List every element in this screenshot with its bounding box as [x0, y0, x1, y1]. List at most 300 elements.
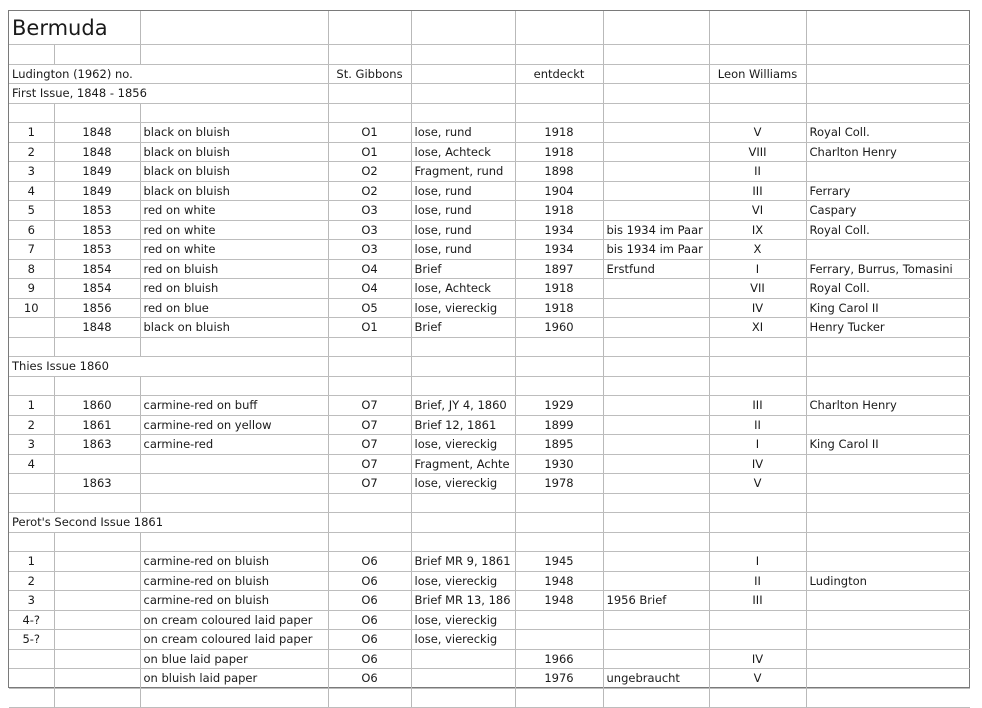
table-cell[interactable]: 1853 [54, 240, 140, 260]
table-cell[interactable]: O7 [328, 435, 411, 455]
empty-cell[interactable] [515, 493, 603, 513]
table-cell[interactable] [54, 552, 140, 572]
table-cell[interactable]: carmine-red on yellow [140, 415, 328, 435]
table-cell[interactable] [54, 454, 140, 474]
empty-cell[interactable] [603, 513, 709, 533]
table-cell[interactable]: IX [709, 220, 806, 240]
table-cell[interactable]: O7 [328, 474, 411, 494]
table-cell[interactable]: on bluish laid paper [140, 669, 328, 689]
empty-cell[interactable] [709, 84, 806, 104]
empty-cell[interactable] [806, 103, 970, 123]
table-cell[interactable] [603, 552, 709, 572]
table-cell[interactable]: black on bluish [140, 142, 328, 162]
empty-cell[interactable] [328, 84, 411, 104]
empty-cell[interactable] [603, 688, 709, 708]
table-cell[interactable]: 1918 [515, 298, 603, 318]
empty-cell[interactable] [603, 337, 709, 357]
table-cell[interactable] [806, 415, 970, 435]
section-title[interactable]: First Issue, 1848 - 1856 [9, 84, 328, 104]
table-cell[interactable]: 3 [9, 435, 54, 455]
empty-cell[interactable] [9, 45, 54, 65]
table-cell[interactable]: 1918 [515, 142, 603, 162]
table-cell[interactable]: I [709, 435, 806, 455]
table-cell[interactable]: O6 [328, 669, 411, 689]
empty-cell[interactable] [709, 532, 806, 552]
table-cell[interactable]: XI [709, 318, 806, 338]
table-cell[interactable]: 1934 [515, 240, 603, 260]
table-cell[interactable]: 1 [9, 123, 54, 143]
empty-cell[interactable] [328, 337, 411, 357]
empty-cell[interactable] [603, 11, 709, 45]
table-cell[interactable]: Brief 12, 1861 [411, 415, 515, 435]
table-cell[interactable] [140, 474, 328, 494]
table-cell[interactable]: lose, viereckig [411, 630, 515, 650]
table-cell[interactable] [603, 435, 709, 455]
table-cell[interactable]: O7 [328, 396, 411, 416]
empty-cell[interactable] [709, 337, 806, 357]
empty-cell[interactable] [806, 688, 970, 708]
table-cell[interactable]: O7 [328, 454, 411, 474]
table-cell[interactable]: Fragment, Achte [411, 454, 515, 474]
empty-cell[interactable] [515, 532, 603, 552]
table-cell[interactable]: V [709, 123, 806, 143]
empty-cell[interactable] [328, 513, 411, 533]
header-ludington[interactable]: Ludington (1962) no. [9, 64, 328, 84]
table-cell[interactable] [806, 474, 970, 494]
table-cell[interactable] [806, 630, 970, 650]
table-cell[interactable]: I [709, 259, 806, 279]
table-cell[interactable] [603, 454, 709, 474]
empty-cell[interactable] [806, 357, 970, 377]
table-cell[interactable] [515, 630, 603, 650]
table-cell[interactable]: 1945 [515, 552, 603, 572]
table-cell[interactable]: bis 1934 im Paar [603, 240, 709, 260]
empty-cell[interactable] [411, 337, 515, 357]
table-cell[interactable]: 1956 Brief [603, 591, 709, 611]
table-cell[interactable]: 1 [9, 396, 54, 416]
table-cell[interactable]: O6 [328, 571, 411, 591]
empty-cell[interactable] [54, 337, 140, 357]
table-cell[interactable] [603, 474, 709, 494]
table-cell[interactable]: O6 [328, 649, 411, 669]
table-cell[interactable]: lose, Achteck [411, 279, 515, 299]
empty-cell[interactable] [54, 532, 140, 552]
table-cell[interactable]: 1860 [54, 396, 140, 416]
empty-cell[interactable] [54, 103, 140, 123]
table-cell[interactable]: IV [709, 454, 806, 474]
empty-cell[interactable] [515, 11, 603, 45]
table-cell[interactable]: 7 [9, 240, 54, 260]
table-cell[interactable]: on cream coloured laid paper [140, 630, 328, 650]
table-cell[interactable]: 1848 [54, 123, 140, 143]
table-cell[interactable]: red on bluish [140, 259, 328, 279]
empty-cell[interactable] [709, 513, 806, 533]
empty-cell[interactable] [806, 376, 970, 396]
sheet-title[interactable]: Bermuda [9, 11, 140, 45]
table-cell[interactable]: Charlton Henry [806, 142, 970, 162]
table-cell[interactable]: III [709, 591, 806, 611]
table-cell[interactable]: 5-? [9, 630, 54, 650]
empty-cell[interactable] [709, 45, 806, 65]
table-cell[interactable]: 1856 [54, 298, 140, 318]
table-cell[interactable] [603, 201, 709, 221]
table-cell[interactable]: black on bluish [140, 318, 328, 338]
table-cell[interactable] [9, 649, 54, 669]
empty-cell[interactable] [140, 376, 328, 396]
table-cell[interactable] [709, 630, 806, 650]
table-cell[interactable] [54, 649, 140, 669]
table-cell[interactable] [603, 630, 709, 650]
table-cell[interactable]: 3 [9, 162, 54, 182]
section-title[interactable]: Perot's Second Issue 1861 [9, 513, 328, 533]
table-cell[interactable]: 1861 [54, 415, 140, 435]
empty-cell[interactable] [603, 45, 709, 65]
table-cell[interactable]: black on bluish [140, 181, 328, 201]
table-cell[interactable]: ungebraucht [603, 669, 709, 689]
table-cell[interactable] [806, 591, 970, 611]
table-cell[interactable]: lose, rund [411, 220, 515, 240]
table-cell[interactable] [806, 162, 970, 182]
table-cell[interactable]: on cream coloured laid paper [140, 610, 328, 630]
table-cell[interactable] [9, 474, 54, 494]
empty-cell[interactable] [411, 357, 515, 377]
empty-cell[interactable] [515, 357, 603, 377]
table-cell[interactable]: 1960 [515, 318, 603, 338]
table-cell[interactable]: II [709, 415, 806, 435]
table-cell[interactable]: lose, viereckig [411, 610, 515, 630]
table-cell[interactable]: 1918 [515, 201, 603, 221]
table-cell[interactable]: carmine-red on bluish [140, 591, 328, 611]
empty-cell[interactable] [9, 532, 54, 552]
empty-cell[interactable] [328, 688, 411, 708]
table-cell[interactable] [603, 649, 709, 669]
empty-cell[interactable] [603, 376, 709, 396]
table-cell[interactable]: lose, viereckig [411, 298, 515, 318]
table-cell[interactable] [806, 649, 970, 669]
empty-cell[interactable] [54, 45, 140, 65]
empty-cell[interactable] [515, 84, 603, 104]
table-cell[interactable] [603, 318, 709, 338]
header-entdeckt[interactable]: entdeckt [515, 64, 603, 84]
table-cell[interactable]: 1898 [515, 162, 603, 182]
table-cell[interactable] [603, 123, 709, 143]
table-cell[interactable]: 1899 [515, 415, 603, 435]
table-cell[interactable] [515, 610, 603, 630]
empty-cell[interactable] [603, 357, 709, 377]
table-cell[interactable]: 1929 [515, 396, 603, 416]
table-cell[interactable]: black on bluish [140, 162, 328, 182]
table-cell[interactable]: IV [709, 298, 806, 318]
empty-cell[interactable] [9, 493, 54, 513]
empty-cell[interactable] [515, 45, 603, 65]
empty-cell[interactable] [806, 513, 970, 533]
empty-cell[interactable] [806, 84, 970, 104]
table-cell[interactable]: O4 [328, 259, 411, 279]
table-cell[interactable]: carmine-red on buff [140, 396, 328, 416]
empty-cell[interactable] [140, 532, 328, 552]
table-cell[interactable] [806, 240, 970, 260]
table-cell[interactable]: O7 [328, 415, 411, 435]
table-cell[interactable]: O1 [328, 123, 411, 143]
table-cell[interactable]: 4 [9, 454, 54, 474]
table-cell[interactable]: lose, rund [411, 181, 515, 201]
empty-cell[interactable] [54, 376, 140, 396]
table-cell[interactable]: 1854 [54, 279, 140, 299]
empty-cell[interactable] [603, 493, 709, 513]
table-cell[interactable]: Henry Tucker [806, 318, 970, 338]
table-cell[interactable]: 2 [9, 571, 54, 591]
empty-cell[interactable] [709, 688, 806, 708]
table-cell[interactable]: lose, viereckig [411, 474, 515, 494]
table-cell[interactable] [603, 571, 709, 591]
empty-cell[interactable] [515, 513, 603, 533]
empty-cell[interactable] [140, 103, 328, 123]
table-cell[interactable]: 1930 [515, 454, 603, 474]
empty-cell[interactable] [9, 688, 54, 708]
empty-cell[interactable] [411, 493, 515, 513]
empty-cell[interactable] [603, 103, 709, 123]
table-cell[interactable]: 10 [9, 298, 54, 318]
table-cell[interactable] [411, 649, 515, 669]
empty-cell[interactable] [328, 45, 411, 65]
table-cell[interactable]: Royal Coll. [806, 279, 970, 299]
table-cell[interactable]: 1918 [515, 279, 603, 299]
empty-cell[interactable] [328, 376, 411, 396]
table-cell[interactable]: 1849 [54, 162, 140, 182]
empty-cell[interactable] [515, 337, 603, 357]
table-cell[interactable] [54, 669, 140, 689]
empty-cell[interactable] [411, 513, 515, 533]
empty-cell[interactable] [806, 45, 970, 65]
table-cell[interactable]: VII [709, 279, 806, 299]
table-cell[interactable]: 6 [9, 220, 54, 240]
table-cell[interactable] [9, 669, 54, 689]
table-cell[interactable]: lose, viereckig [411, 435, 515, 455]
empty-cell[interactable] [709, 357, 806, 377]
table-cell[interactable] [54, 610, 140, 630]
empty-cell[interactable] [411, 64, 515, 84]
table-cell[interactable]: O5 [328, 298, 411, 318]
table-cell[interactable]: 1863 [54, 474, 140, 494]
table-cell[interactable]: King Carol II [806, 435, 970, 455]
table-cell[interactable]: 4-? [9, 610, 54, 630]
empty-cell[interactable] [328, 103, 411, 123]
table-cell[interactable]: 1966 [515, 649, 603, 669]
table-cell[interactable] [603, 396, 709, 416]
table-cell[interactable] [603, 162, 709, 182]
empty-cell[interactable] [806, 493, 970, 513]
table-cell[interactable]: 1904 [515, 181, 603, 201]
empty-cell[interactable] [328, 493, 411, 513]
table-cell[interactable]: 1948 [515, 591, 603, 611]
empty-cell[interactable] [140, 45, 328, 65]
table-cell[interactable]: Brief MR 9, 1861 [411, 552, 515, 572]
table-cell[interactable] [603, 142, 709, 162]
table-cell[interactable]: carmine-red on bluish [140, 571, 328, 591]
table-cell[interactable] [603, 415, 709, 435]
table-cell[interactable]: O3 [328, 220, 411, 240]
table-cell[interactable]: Royal Coll. [806, 123, 970, 143]
table-cell[interactable]: 1976 [515, 669, 603, 689]
table-cell[interactable]: lose, rund [411, 240, 515, 260]
empty-cell[interactable] [54, 493, 140, 513]
table-cell[interactable]: 8 [9, 259, 54, 279]
table-cell[interactable]: carmine-red on bluish [140, 552, 328, 572]
table-cell[interactable] [603, 610, 709, 630]
table-cell[interactable]: 1853 [54, 220, 140, 240]
table-cell[interactable]: I [709, 552, 806, 572]
table-cell[interactable]: lose, rund [411, 201, 515, 221]
table-cell[interactable]: O2 [328, 162, 411, 182]
table-cell[interactable]: Ludington [806, 571, 970, 591]
table-cell[interactable] [806, 669, 970, 689]
table-cell[interactable]: 5 [9, 201, 54, 221]
empty-cell[interactable] [140, 337, 328, 357]
table-cell[interactable]: red on white [140, 201, 328, 221]
empty-cell[interactable] [603, 84, 709, 104]
table-cell[interactable]: 1895 [515, 435, 603, 455]
table-cell[interactable]: 1934 [515, 220, 603, 240]
table-cell[interactable] [140, 454, 328, 474]
table-cell[interactable]: Fragment, rund [411, 162, 515, 182]
table-cell[interactable]: 1848 [54, 318, 140, 338]
table-cell[interactable]: O1 [328, 318, 411, 338]
empty-cell[interactable] [806, 64, 970, 84]
table-cell[interactable]: 1948 [515, 571, 603, 591]
table-cell[interactable]: on blue laid paper [140, 649, 328, 669]
table-cell[interactable]: 1918 [515, 123, 603, 143]
table-cell[interactable]: Caspary [806, 201, 970, 221]
empty-cell[interactable] [709, 493, 806, 513]
empty-cell[interactable] [411, 688, 515, 708]
table-cell[interactable] [603, 181, 709, 201]
empty-cell[interactable] [54, 688, 140, 708]
table-cell[interactable]: O1 [328, 142, 411, 162]
empty-cell[interactable] [603, 532, 709, 552]
section-title[interactable]: Thies Issue 1860 [9, 357, 328, 377]
table-cell[interactable]: bis 1934 im Paar [603, 220, 709, 240]
empty-cell[interactable] [515, 376, 603, 396]
table-cell[interactable]: 9 [9, 279, 54, 299]
table-cell[interactable]: red on white [140, 240, 328, 260]
table-cell[interactable] [709, 610, 806, 630]
empty-cell[interactable] [603, 64, 709, 84]
table-cell[interactable]: lose, rund [411, 123, 515, 143]
table-cell[interactable] [54, 571, 140, 591]
table-cell[interactable]: 1854 [54, 259, 140, 279]
table-cell[interactable]: 4 [9, 181, 54, 201]
header-williams[interactable]: Leon Williams [709, 64, 806, 84]
empty-cell[interactable] [515, 103, 603, 123]
table-cell[interactable] [9, 318, 54, 338]
empty-cell[interactable] [328, 11, 411, 45]
table-cell[interactable]: O3 [328, 240, 411, 260]
table-cell[interactable]: Charlton Henry [806, 396, 970, 416]
table-cell[interactable]: red on blue [140, 298, 328, 318]
table-cell[interactable]: VIII [709, 142, 806, 162]
table-cell[interactable]: 1863 [54, 435, 140, 455]
table-cell[interactable]: 1978 [515, 474, 603, 494]
table-cell[interactable]: 1853 [54, 201, 140, 221]
empty-cell[interactable] [411, 532, 515, 552]
empty-cell[interactable] [140, 688, 328, 708]
table-cell[interactable]: VI [709, 201, 806, 221]
table-cell[interactable]: O3 [328, 201, 411, 221]
table-cell[interactable] [806, 552, 970, 572]
empty-cell[interactable] [806, 337, 970, 357]
empty-cell[interactable] [9, 337, 54, 357]
table-cell[interactable] [806, 454, 970, 474]
table-cell[interactable]: IV [709, 649, 806, 669]
table-cell[interactable]: V [709, 474, 806, 494]
table-cell[interactable]: Brief [411, 259, 515, 279]
table-cell[interactable]: O6 [328, 610, 411, 630]
empty-cell[interactable] [709, 376, 806, 396]
table-cell[interactable]: black on bluish [140, 123, 328, 143]
table-cell[interactable]: 1849 [54, 181, 140, 201]
empty-cell[interactable] [328, 532, 411, 552]
empty-cell[interactable] [9, 376, 54, 396]
table-cell[interactable]: O6 [328, 630, 411, 650]
table-cell[interactable]: 1 [9, 552, 54, 572]
table-cell[interactable]: 1848 [54, 142, 140, 162]
table-cell[interactable] [54, 591, 140, 611]
table-cell[interactable] [806, 610, 970, 630]
table-cell[interactable]: O6 [328, 591, 411, 611]
table-cell[interactable]: Erstfund [603, 259, 709, 279]
empty-cell[interactable] [411, 11, 515, 45]
table-cell[interactable]: III [709, 396, 806, 416]
table-cell[interactable]: Brief, JY 4, 1860 [411, 396, 515, 416]
table-cell[interactable]: 1897 [515, 259, 603, 279]
empty-cell[interactable] [411, 45, 515, 65]
empty-cell[interactable] [411, 376, 515, 396]
table-cell[interactable]: V [709, 669, 806, 689]
table-cell[interactable]: red on white [140, 220, 328, 240]
empty-cell[interactable] [411, 103, 515, 123]
empty-cell[interactable] [411, 84, 515, 104]
table-cell[interactable]: O6 [328, 552, 411, 572]
table-cell[interactable]: Royal Coll. [806, 220, 970, 240]
table-cell[interactable]: Brief [411, 318, 515, 338]
table-cell[interactable]: II [709, 571, 806, 591]
empty-cell[interactable] [806, 532, 970, 552]
table-cell[interactable]: II [709, 162, 806, 182]
table-cell[interactable]: red on bluish [140, 279, 328, 299]
empty-cell[interactable] [806, 11, 970, 45]
table-cell[interactable] [603, 279, 709, 299]
table-cell[interactable]: lose, Achteck [411, 142, 515, 162]
table-cell[interactable] [603, 298, 709, 318]
table-cell[interactable]: 2 [9, 142, 54, 162]
empty-cell[interactable] [9, 103, 54, 123]
table-cell[interactable]: Ferrary [806, 181, 970, 201]
empty-cell[interactable] [140, 11, 328, 45]
empty-cell[interactable] [140, 493, 328, 513]
empty-cell[interactable] [328, 357, 411, 377]
table-cell[interactable]: carmine-red [140, 435, 328, 455]
empty-cell[interactable] [709, 103, 806, 123]
table-cell[interactable]: King Carol II [806, 298, 970, 318]
table-cell[interactable]: 2 [9, 415, 54, 435]
table-cell[interactable]: O4 [328, 279, 411, 299]
table-cell[interactable]: Ferrary, Burrus, Tomasini [806, 259, 970, 279]
table-cell[interactable]: Brief MR 13, 186 [411, 591, 515, 611]
empty-cell[interactable] [515, 688, 603, 708]
header-gibbons[interactable]: St. Gibbons [328, 64, 411, 84]
table-cell[interactable]: lose, viereckig [411, 571, 515, 591]
table-cell[interactable] [54, 630, 140, 650]
